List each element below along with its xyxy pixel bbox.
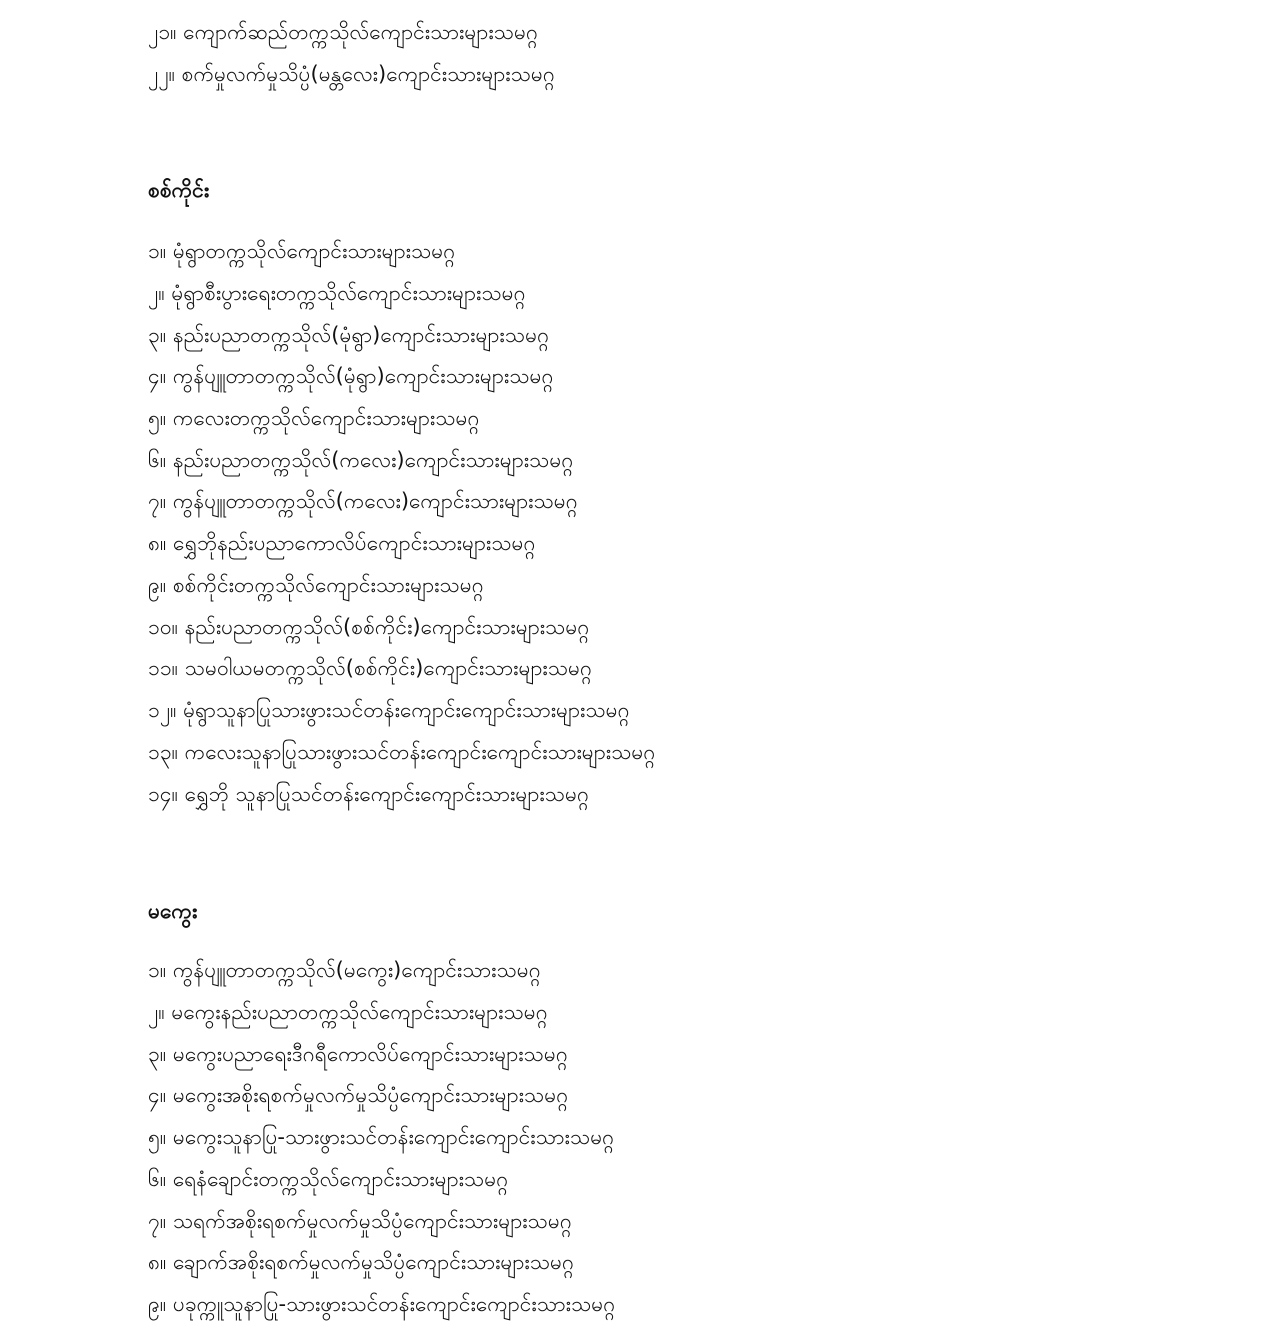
list-item: ၆။ ရေနံချောင်းတက္ကသိုလ်ကျောင်းသားများသမဂ္ဂ bbox=[148, 1167, 509, 1191]
section-heading-magway: မကွေး bbox=[148, 899, 198, 923]
list-item: ၂၁။ ကျောက်ဆည်တက္ကသိုလ်ကျောင်းသားများသမဂ္ဂ bbox=[148, 20, 538, 44]
list-item: ၉။ စစ်ကိုင်းတက္ကသိုလ်ကျောင်းသားများသမဂ္ဂ bbox=[148, 573, 484, 597]
list-item: ၅။ ကလေးတက္ကသိုလ်ကျောင်းသားများသမဂ္ဂ bbox=[148, 406, 480, 430]
list-item: ၂။ မကွေးနည်းပညာတက္ကသိုလ်ကျောင်းသားများသမဂ္ဂ bbox=[148, 1000, 548, 1024]
list-item: ၆။ နည်းပညာတက္ကသိုလ်(ကလေး)ကျောင်းသားများသမဂ္ဂ bbox=[148, 448, 574, 472]
list-item: ၁၃။ ကလေးသူနာပြုသားဖွားသင်တန်းကျောင်းကျောင်းသားများသမဂ္ဂ bbox=[148, 740, 656, 764]
list-item: ၁၄။ ရွှေဘို သူနာပြုသင်တန်းကျောင်းကျောင်းသားများသမဂ္ဂ bbox=[148, 782, 589, 806]
list-item: ၄။ ကွန်ပျူတာတက္ကသိုလ်(မုံရွာ)ကျောင်းသားများသမဂ္ဂ bbox=[148, 364, 554, 388]
list-item: ၄။ မကွေးအစိုးရစက်မှုလက်မှုသိပ္ပံကျောင်းသားများသမဂ္ဂ bbox=[148, 1083, 569, 1107]
list-item: ၁၀။ နည်းပညာတက္ကသိုလ်(စစ်ကိုင်း)ကျောင်းသားများသမဂ္ဂ bbox=[148, 615, 590, 639]
section-heading-sagaing: စစ်ကိုင်း bbox=[148, 178, 210, 202]
list-item: ၈။ ရွှေဘိုနည်းပညာကောလိပ်ကျောင်းသားများသမဂ္ဂ bbox=[148, 531, 536, 555]
list-item: ၅။ မကွေးသူနာပြု-သားဖွားသင်တန်းကျောင်းကျောင်းသားသမဂ္ဂ bbox=[148, 1125, 615, 1149]
list-item: ၁။ မုံရွာတက္ကသိုလ်ကျောင်းသားများသမဂ္ဂ bbox=[148, 239, 456, 263]
list-item: ၈။ ချောက်အစိုးရစက်မှုလက်မှုသိပ္ပံကျောင်းသားများသမဂ္ဂ bbox=[148, 1250, 575, 1274]
list-item: ၉။ ပခုက္ကူသူနာပြု-သားဖွားသင်တန်းကျောင်းကျောင်းသားသမဂ္ဂ bbox=[148, 1292, 616, 1316]
list-item: ၇။ ကွန်ပျူတာတက္ကသိုလ်(ကလေး)ကျောင်းသားများသမဂ္ဂ bbox=[148, 489, 578, 513]
list-item: ၃။ နည်းပညာတက္ကသိုလ်(မုံရွာ)ကျောင်းသားများသမဂ္ဂ bbox=[148, 323, 550, 347]
list-item: ၁။ ကွန်ပျူတာတက္ကသိုလ်(မကွေး)ကျောင်းသားသမဂ္ဂ bbox=[148, 958, 541, 982]
list-item: ၁၂။ မုံရွာသူနာပြုသားဖွားသင်တန်းကျောင်းကျောင်းသားများသမဂ္ဂ bbox=[148, 698, 630, 722]
list-item: ၇။ သရက်အစိုးရစက်မှုလက်မှုသိပ္ပံကျောင်းသားများသမဂ္ဂ bbox=[148, 1209, 572, 1233]
list-item: ၁၁။ သမဝါယမတက္ကသိုလ်(စစ်ကိုင်း)ကျောင်းသားများသမဂ္ဂ bbox=[148, 656, 593, 680]
list-item: ၂၂။ စက်မှုလက်မှုသိပ္ပံ(မန္တလေး)ကျောင်းသားများသမဂ္ဂ bbox=[148, 62, 555, 86]
list-item: ၂။ မုံရွာစီးပွားရေးတက္ကသိုလ်ကျောင်းသားများသမဂ္ဂ bbox=[148, 281, 526, 305]
list-item: ၃။ မကွေးပညာရေးဒီဂရီကောလိပ်ကျောင်းသားများသမဂ္ဂ bbox=[148, 1042, 568, 1066]
